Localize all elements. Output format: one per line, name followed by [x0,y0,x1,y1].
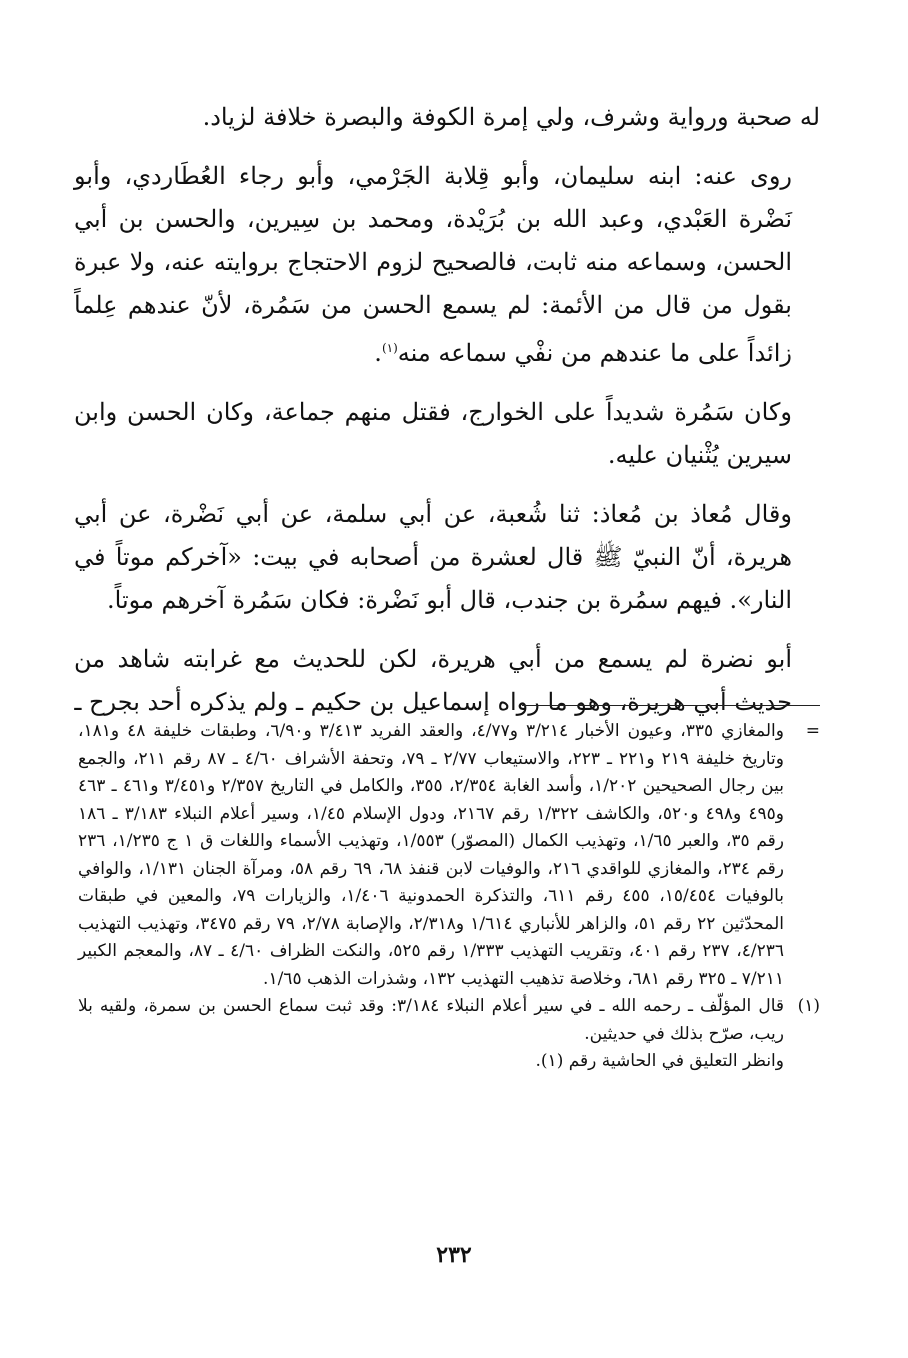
footnote-1-continuation: وانظر التعليق في الحاشية رقم (١). [535,1051,784,1071]
page-number: ٢٣٢ [436,1242,472,1268]
paragraph-5: أبو نضرة لم يسمع من أبي هريرة، لكن للحديث مع غرابته شاهد من حديث أبي هريرة، وهو ما رواه إسماعيل بن حكيم ـ ولم يذكره أحد بجرح ـ [74,645,792,716]
paragraph-1: له صحبة ورواية وشرف، ولي إمرة الكوفة والبصرة خلافة لزياد. [202,103,820,131]
paragraph-2 [74,155,820,375]
continuation-text: والمغازي ٣٣٥، وعيون الأخبار ٣/٢١٤ و٤/٧٧، والعقد الفريد ٣/٤١٣ و٦/٩٠، وطبقات خليفة ٤٨ و١٨١، وتاريخ خليفة ٢١٩ و٢٢١ ـ ٢٢٣، والاستيعاب ٢/٧٧ ـ ٧٩، وتحفة الأشراف ٤/٦٠ ـ ٨٧ رقم ٢١١، والجمع بين رجال الصحيحين ١/٢٠٢، وأسد الغابة ٢/٣٥٤، ٣٥٥، والكامل في التاريخ ٢/٣٥٧ و٣/٤٥١ و٤٦١ ـ ٤٦٣ و٤٩٥ و٤٩٨ و٥٢٠، والكاشف ١/٣٢٢ رقم ٢١٦٧، ودول الإسلام ١/٤٥، وسير أعلام النبلاء ٣/١٨٣ ـ ١٨٦ رقم ٣٥، والعبر ١/٦٥، وتهذيب الكمال (المصوّر) ١/٥٥٣، وتهذيب الأسماء واللغات ق ١ ج ١/٢٣٥، ٢٣٦ رقم ٢٣٤، والمغازي للواقدي ٢١٦، والوفيات لابن قنفذ ٦٨، ٦٩ رقم ٥٨، ومرآة الجنان ١/١٣١، والوافي بالوفيات ١٥/٤٥٤، ٤٥٥ رقم ٦١١، والتذكرة الحمدونية ١/٤٠٦، والزيارات ٧٩، والمعين في طبقات المحدّثين ٢٢ رقم ٥١، والزاهر للأنباري ١/٦١٤ و٢/٣١٨، والإصابة ٢/٧٨، ٧٩ رقم ٣٤٧٥، وتهذيب التهذيب ٤/٢٣٦، ٢٣٧ رقم ٤٠١، وتقريب التهذيب ١/٣٣٣ رقم ٥٢٥، والنكت الظراف ٤/٦٠ ـ ٨٧، والمعجم الكبير ٧/٢١١ ـ ٣٢٥ رقم ٦٨١، وخلاصة تذهيب التهذيب ١٣٢، وشذرات الذهب ١/٦٥. [78,721,784,989]
footnote-1-marker: (١) [797,996,820,1016]
paragraph-4: وقال مُعاذ بن مُعاذ: ثنا شُعبة، عن أبي سلمة، عن أبي نَضْرة، عن أبي هريرة، أنّ النبيّ ﷺ قال لعشرة من أصحابه في بيت: «آخركم موتاً في النار». فيهم سمُرة بن جندب، قال أبو نَضْرة: فكان سَمُرة آخرهم موتاً. [74,500,792,614]
paragraph-2-text: روى عنه: ابنه سليمان، وأبو قِلابة الجَرْمي، وأبو رجاء العُطَاردي، وأبو نَضْرة العَبْدي، وعبد الله بن بُرَيْدة، ومحمد بن سِيرين، والحسن بن أبي الحسن، وسماعه منه ثابت، فالصحيح لزوم الاحتجاج بروايته عنه، ولا عبرة بقول من قال من الأئمة: لم يسمع الحسن من سَمُرة، لأنّ عندهم عِلماً زائداً على ما عندهم من نفْي سماعه منه [74,162,793,367]
footnote-continuation [78,718,820,993]
continuation-marker: = [805,721,820,741]
footnote-separator [522,705,820,706]
footnote-1-text: قال المؤلّف ـ رحمه الله ـ في سير أعلام النبلاء ٣/١٨٤: وقد ثبت سماع الحسن بن سمرة، ولقيه بلا ريب، صرّح بذلك في حديثين. [78,996,784,1044]
main-text [74,96,820,740]
paragraph-3: وكان سَمُرة شديداً على الخوارج، فقتل منهم جماعة، وكان الحسن وابن سيرين يُثْنيان عليه. [74,398,793,469]
footnote-1 [78,993,820,1048]
paragraph-2-period: . [374,339,382,367]
footnotes [78,718,820,1076]
footnote-ref-1[interactable]: (١) [381,341,398,355]
